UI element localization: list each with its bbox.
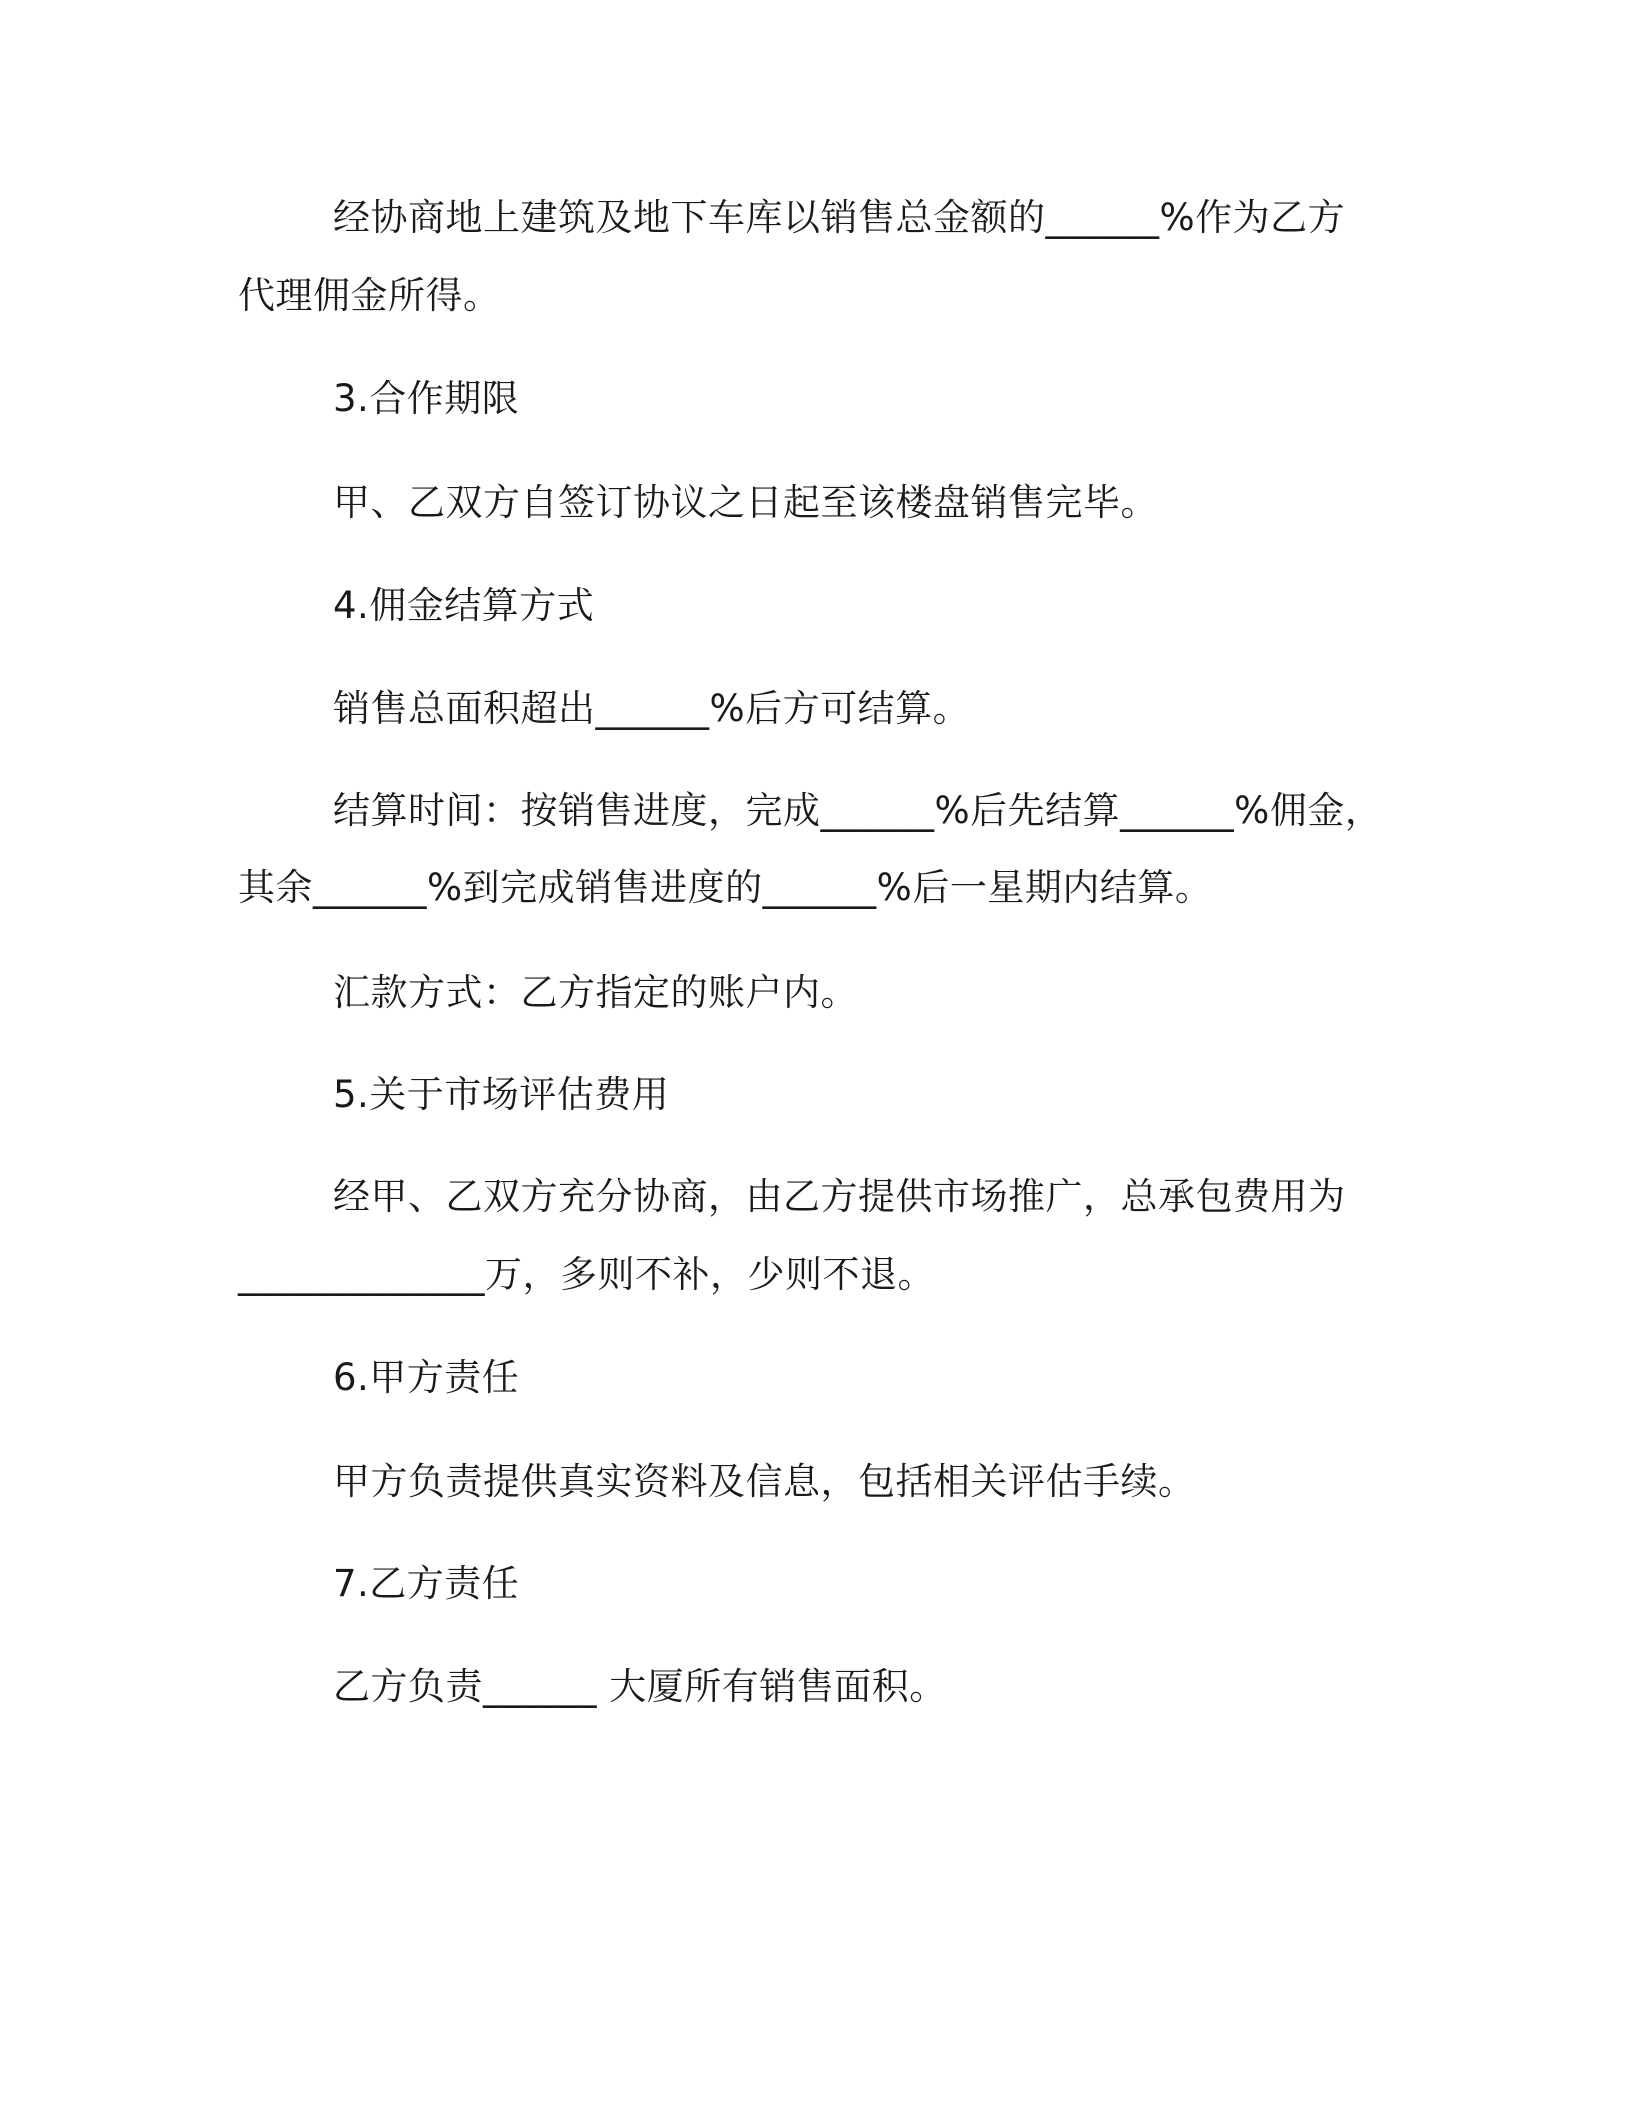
settlement-time-paragraph-line-1: 结算时间：按销售进度，完成______%后先结算______%佣金，: [333, 789, 1383, 832]
section-heading-party-a: 6.甲方责任: [333, 1356, 520, 1399]
party-a-responsibility-paragraph: 甲方负责提供真实资料及信息，包括相关评估手续。: [333, 1460, 1196, 1503]
cooperation-period-paragraph: 甲、乙双方自签订协议之日起至该楼盘销售完毕。: [333, 481, 1158, 524]
commission-paragraph-line-2: 代理佣金所得。: [238, 274, 501, 317]
party-b-responsibility-paragraph: 乙方负责______ 大厦所有销售面积。: [333, 1665, 947, 1708]
section-heading-cooperation-period: 3.合作期限: [333, 377, 520, 420]
settlement-time-paragraph-line-2: 其余______%到完成销售进度的______%后一星期内结算。: [238, 866, 1213, 909]
section-heading-market-assessment: 5.关于市场评估费用: [333, 1073, 670, 1116]
market-assessment-paragraph-line-2: _____________万，多则不补，少则不退。: [238, 1253, 935, 1296]
remittance-paragraph: 汇款方式：乙方指定的账户内。: [333, 971, 858, 1014]
market-assessment-paragraph-line-1: 经甲、乙双方充分协商，由乙方提供市场推广，总承包费用为: [333, 1175, 1346, 1218]
commission-paragraph-line-1: 经协商地上建筑及地下车库以销售总金额的______%作为乙方: [333, 196, 1346, 239]
section-heading-commission-settlement: 4.佣金结算方式: [333, 584, 595, 627]
section-heading-party-b: 7.乙方责任: [333, 1562, 520, 1605]
settlement-area-paragraph: 销售总面积超出______%后方可结算。: [333, 687, 971, 730]
